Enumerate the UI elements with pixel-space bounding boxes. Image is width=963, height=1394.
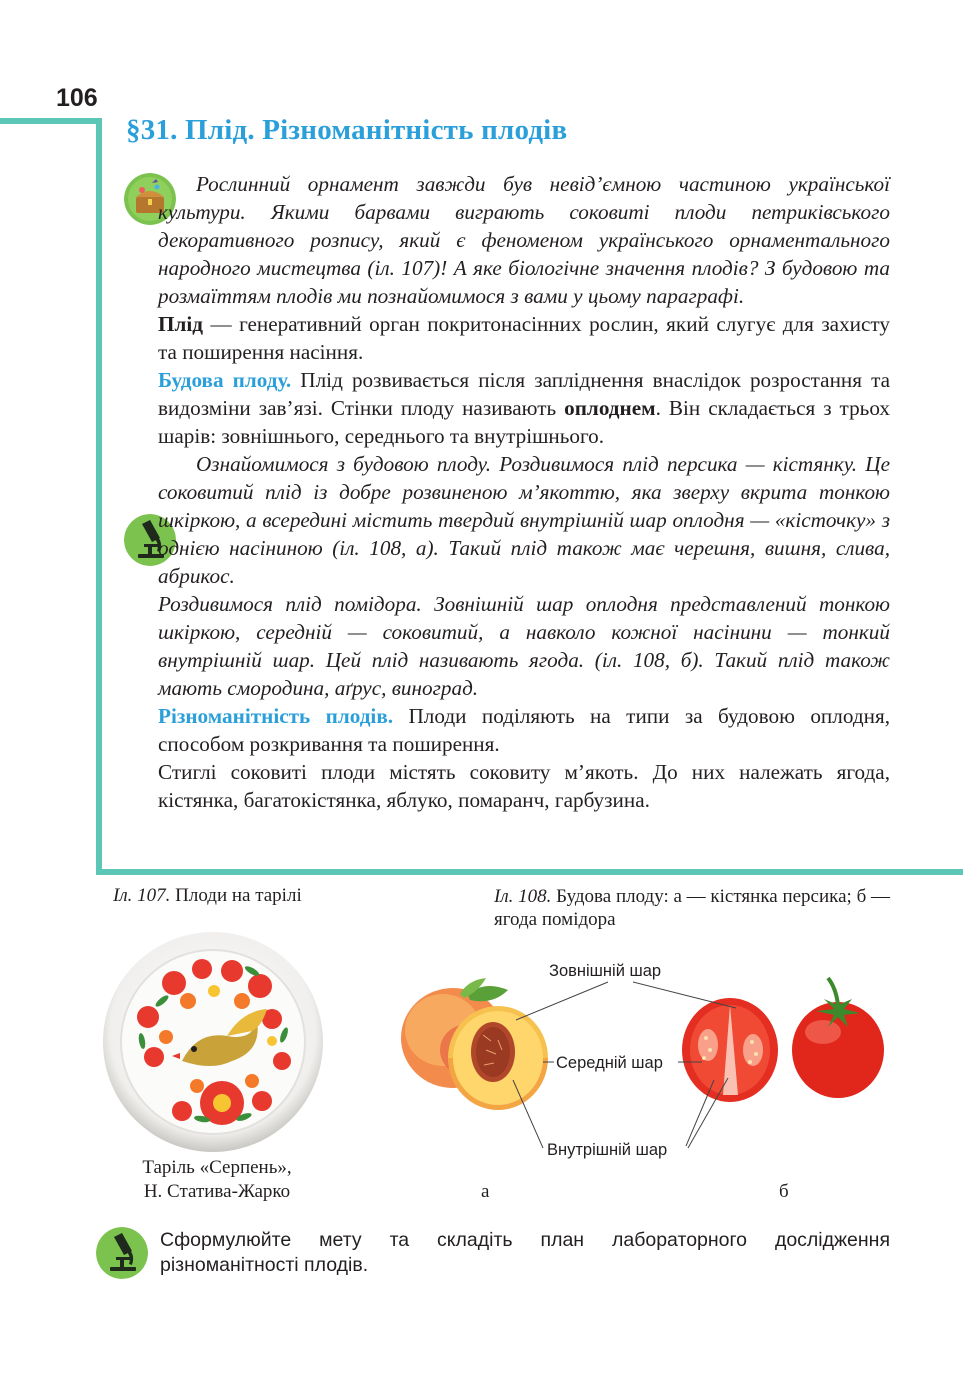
outer-layer-label: Зовнішній шар (549, 962, 662, 980)
fig108-caption (494, 885, 890, 931)
structure-text-1: Плід розвивається після запліднення внаслідок розростання та видозміни зав’язі. Стінки плоду називають (158, 368, 891, 420)
fig108-caption-text: Будова плоду: а — кістянка персика; б — ягода помідора (494, 886, 890, 930)
fig107-caption (113, 885, 302, 907)
petrykivka-plate-image (102, 931, 324, 1153)
diversity-text: Плоди поділяють на типи за будовою оплодня, способом розкривання та поширення. (158, 704, 890, 756)
fig107-caption-text: Плоди на тарілі (170, 885, 302, 906)
cut-tomato-image (682, 998, 778, 1102)
page-number: 106 (56, 84, 98, 112)
cut-peach-image (448, 1006, 548, 1110)
diversity-paragraph (158, 702, 890, 758)
juicy-text: Стиглі соковиті плоди містять соковиту м’якоть. До них належать ягода, кістянка, багатокістянка, яблуко, помаранч, гарбузина. (158, 760, 890, 812)
definition-paragraph (158, 310, 890, 366)
structure-term: оплоднем (564, 396, 656, 420)
fig108-label: Іл. 108. (494, 886, 552, 907)
plate-caption (112, 1156, 322, 1204)
subfigure-label-b: б (779, 1181, 789, 1202)
definition-text: — генеративний орган покритонасінних рослин, який слугує для захисту та поширення насіння. (158, 312, 890, 364)
lab2-text: Роздивимося плід помідора. Зовнішній шар оплодня представлений тонкою шкіркою, середній — соковитий, а навколо кожної насінини — тонкий внутрішній шар. Цей плід називають ягода. (іл. 108, б). Такий плід також мають смородина, аґрус, виноград. (158, 592, 890, 700)
microscope-icon (96, 1227, 148, 1279)
main-text (158, 170, 890, 814)
diversity-heading: Різноманітність плодів. (158, 704, 394, 728)
lab1-paragraph (158, 450, 890, 590)
subfigure-label-a: а (481, 1181, 490, 1202)
frame-left-line (96, 118, 102, 874)
juicy-paragraph (158, 758, 890, 814)
intro-paragraph (158, 170, 890, 310)
fig107-label: Іл. 107. (113, 885, 171, 906)
structure-heading: Будова плоду. (158, 368, 292, 392)
lab2-paragraph (158, 590, 890, 702)
inner-layer-label: Внутрішній шар (547, 1141, 668, 1159)
middle-layer-label: Середній шар (556, 1054, 663, 1072)
structure-text-2: . Він складається з трьох шарів: зовнішнього, середнього та внутрішнього. (158, 396, 890, 448)
plate-caption-line-2-text: Н. Статива-Жарко (143, 1181, 291, 1202)
definition-term: Плід (158, 312, 203, 336)
lab-task: Сформулюйте мету та складіть план лабораторного дослідження різноманітності плодів. (160, 1229, 890, 1276)
plate-caption-line-1: Таріль «Серпень», (142, 1157, 292, 1178)
section-title: §31. Плід. Різноманітність плодів (126, 114, 568, 146)
lab1-text: Ознайомимося з будовою плоду. Роздивимося плід персика — кістянку. Це соковитий плід із добре розвиненою м’якоттю, яка зверху вкрита тонкою шкіркою, а всередині містить твердий внутрішній шар оплодня — «кісточку» з однією насіниною (іл. 108, а). Такий плід також має черешня, вишня, слива, абрикос. (158, 452, 890, 588)
whole-tomato-image (792, 978, 884, 1098)
intro-text: Рослинний орнамент завжди був невід’ємною частиною української культури. Якими барвами виграють соковиті плоди петриківського декоративного розпису, який є феноменом українського орнаментального народного мистецтва (іл. 107)! А яке біологічне значення плодів? З будовою та розмаїттям плодів ми познайомимося з вами у цьому параграфі. (158, 172, 890, 308)
frame-bottom-line (96, 869, 963, 875)
frame-top-line (0, 118, 102, 124)
structure-paragraph (158, 366, 890, 450)
